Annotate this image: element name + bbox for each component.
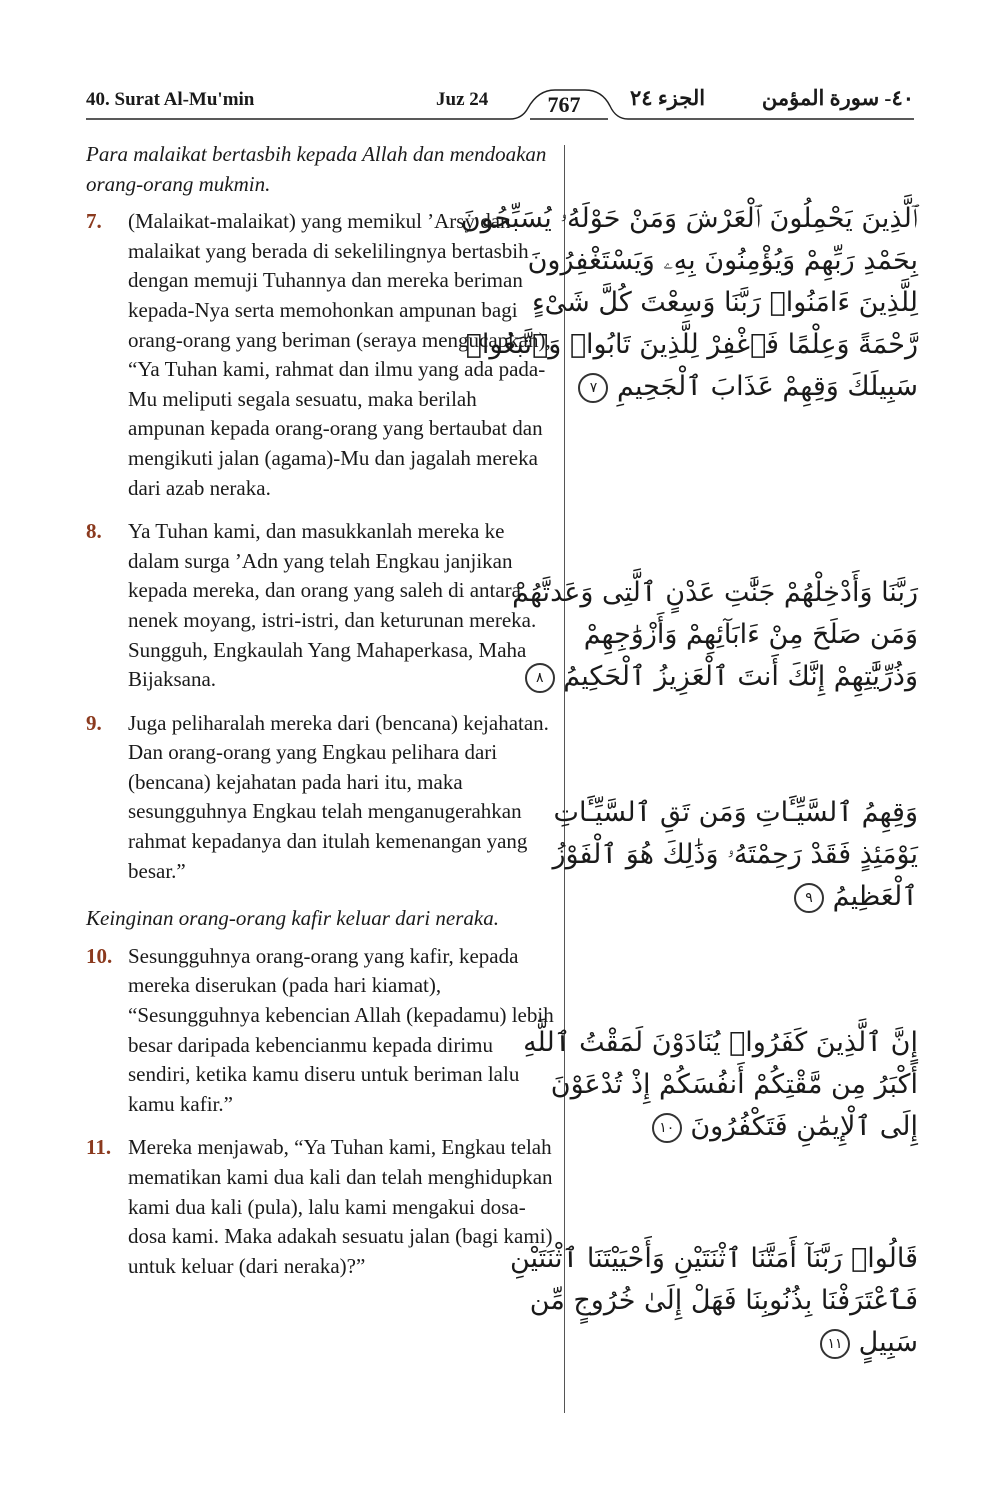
verse-number: 10. bbox=[86, 943, 113, 968]
arabic-text: وَذُرِّيَّٰتِهِمْ إِنَّكَ أَنتَ ٱلْعَزِيزُ ٱلْحَكِيمُ bbox=[563, 661, 918, 692]
arabic-text: إِلَى ٱلْإِيمَٰنِ فَتَكْفُرُونَ bbox=[690, 1111, 918, 1142]
section-title: Keinginan orang-orang kafir keluar dari neraka. bbox=[86, 906, 499, 931]
arabic-line bbox=[578, 366, 918, 408]
verse-8-arabic bbox=[512, 572, 918, 698]
verse-text: Ya Tuhan kami, dan masukkanlah mereka ke dalam surga ’Adn yang telah Engkau janjikan kepada mereka, dan orang yang saleh di antara nenek moyang, istri-istri, dan keturunan mereka. Sungguh, Engkaulah Yang Mahaperkasa, Maha Bijaksana. bbox=[128, 519, 537, 692]
arabic-line bbox=[578, 876, 918, 918]
ayah-marker: ٨ bbox=[525, 663, 555, 693]
verse-10-arabic bbox=[523, 1022, 918, 1148]
ayah-marker: ١٠ bbox=[652, 1113, 682, 1143]
page-header bbox=[0, 0, 1000, 130]
ayah-marker: ١١ bbox=[820, 1329, 850, 1359]
arabic-line: إِنَّ ٱلَّذِينَ كَفَرُوا۟ يُنَادَوْنَ لَمَقْتُ ٱللَّهِ bbox=[523, 1027, 918, 1058]
verse-8-translation bbox=[86, 517, 554, 695]
arabic-line bbox=[578, 1322, 918, 1364]
arabic-line: رَّحْمَةً وَعِلْمًا فَٱغْفِرْ لِلَّذِينَ تَابُوا۟ وَٱتَّبَعُوا۟ bbox=[465, 329, 918, 360]
surah-title-arabic: ٤٠- سورة المؤمن bbox=[761, 86, 914, 110]
arabic-line: لِلَّذِينَ ءَامَنُوا۟ رَبَّنَا وَسِعْتَ كُلَّ شَىْءٍ bbox=[531, 287, 918, 318]
arabic-line: قَالُوا۟ رَبَّنَآ أَمَتَّنَا ٱثْنَتَيْنِ وَأَحْيَيْتَنَا ٱثْنَتَيْنِ bbox=[509, 1243, 918, 1274]
arabic-line: أَكْبَرُ مِن مَّقْتِكُمْ أَنفُسَكُمْ إِذْ تُدْعَوْنَ bbox=[550, 1069, 918, 1100]
verse-text: (Malaikat-malaikat) yang memikul ’Arsy dan malaikat yang berada di sekelilingnya bertasbih dengan memuji Tuhannya dan mereka beriman kepada-Nya serta memohonkan ampunan bagi orang-orang yang beriman (seraya mengucapkan), “Ya Tuhan kami, rahmat dan ilmu yang ada pada-Mu meliputi segala sesuatu, maka berilah ampunan kepada orang-orang yang bertaubat dan mengikuti jalan (agama)-Mu dan jagalah mereka dari azab neraka. bbox=[128, 209, 551, 500]
verse-9-translation bbox=[86, 709, 554, 887]
arabic-line: بِحَمْدِ رَبِّهِمْ وَيُؤْمِنُونَ بِهِۦ وَيَسْتَغْفِرُونَ bbox=[527, 245, 918, 276]
verse-text: Juga peliharalah mereka dari (bencana) kejahatan. Dan orang-orang yang Engkau pelihara dari (bencana) kejahatan pada hari itu, maka sesungguhnya Engkau telah menganugerahkan rahmat kepadanya dan itulah kemenangan yang besar.” bbox=[128, 710, 549, 883]
arabic-line: وَمَن صَلَحَ مِنْ ءَابَآئِهِمْ وَأَزْوَٰجِهِمْ bbox=[583, 619, 918, 650]
ayah-marker: ٩ bbox=[794, 883, 824, 913]
juz-label-arabic: الجزء ٢٤ bbox=[630, 86, 706, 110]
verse-number: 11. bbox=[86, 1135, 112, 1160]
verse-9-arabic bbox=[552, 792, 918, 918]
verse-number: 9. bbox=[86, 710, 102, 735]
page-number: 767 bbox=[547, 92, 581, 117]
translation-column bbox=[86, 140, 554, 1281]
verse-10-translation bbox=[86, 942, 554, 1120]
verse-text: Sesungguhnya orang-orang yang kafir, kepada mereka diserukan (pada hari kiamat), “Sesungguhnya kebencian Allah (kepadamu) lebih besar daripada kebencianmu kepada dirimu sendiri, ketika kamu diseru untuk beriman lalu kamu kafir.” bbox=[128, 943, 554, 1116]
arabic-text: سَبِيلَكَ وَقِهِمْ عَذَابَ ٱلْجَحِيمِ bbox=[617, 371, 918, 402]
verse-11-arabic bbox=[509, 1238, 918, 1364]
arabic-line: رَبَّنَا وَأَدْخِلْهُمْ جَنَّٰتِ عَدْنٍ ٱلَّتِى وَعَدتَّهُمْ bbox=[512, 577, 918, 608]
arabic-line bbox=[535, 656, 918, 698]
verse-number: 7. bbox=[86, 209, 102, 234]
verse-number: 8. bbox=[86, 519, 102, 544]
juz-label-latin: Juz 24 bbox=[436, 89, 489, 110]
arabic-line bbox=[578, 1106, 918, 1148]
verse-7-arabic bbox=[460, 198, 918, 408]
verse-text: Mereka menjawab, “Ya Tuhan kami, Engkau telah mematikan kami dua kali dan telah menghidupkan kami dua kali (pula), lalu kami mengakui dosa-dosa kami. Maka adakah sesuatu jalan (bagi kami) untuk keluar (dari neraka)?” bbox=[128, 1135, 553, 1278]
surah-title-latin: 40. Surat Al-Mu'min bbox=[86, 89, 255, 110]
arabic-line: يَوْمَئِذٍ فَقَدْ رَحِمْتَهُۥ وَذَٰلِكَ هُوَ ٱلْفَوْزُ bbox=[552, 839, 918, 870]
arabic-line: ٱلَّذِينَ يَحْمِلُونَ ٱلْعَرْشَ وَمَنْ حَوْلَهُۥ يُسَبِّحُونَ bbox=[460, 203, 918, 234]
arabic-line: وَقِهِمُ ٱلسَّيِّـَٔاتِ وَمَن تَقِ ٱلسَّيِّـَٔاتِ bbox=[553, 797, 918, 828]
section-title: Para malaikat bertasbih kepada Allah dan mendoakan orang-orang mukmin. bbox=[86, 142, 547, 196]
arabic-line: فَٱعْتَرَفْنَا بِذُنُوبِنَا فَهَلْ إِلَىٰ خُرُوجٍ مِّن bbox=[529, 1285, 918, 1316]
arabic-text: سَبِيلٍ bbox=[858, 1327, 918, 1358]
ayah-marker: ٧ bbox=[578, 373, 608, 403]
verse-11-translation bbox=[86, 1133, 554, 1281]
arabic-text: ٱلْعَظِيمُ bbox=[832, 881, 918, 912]
